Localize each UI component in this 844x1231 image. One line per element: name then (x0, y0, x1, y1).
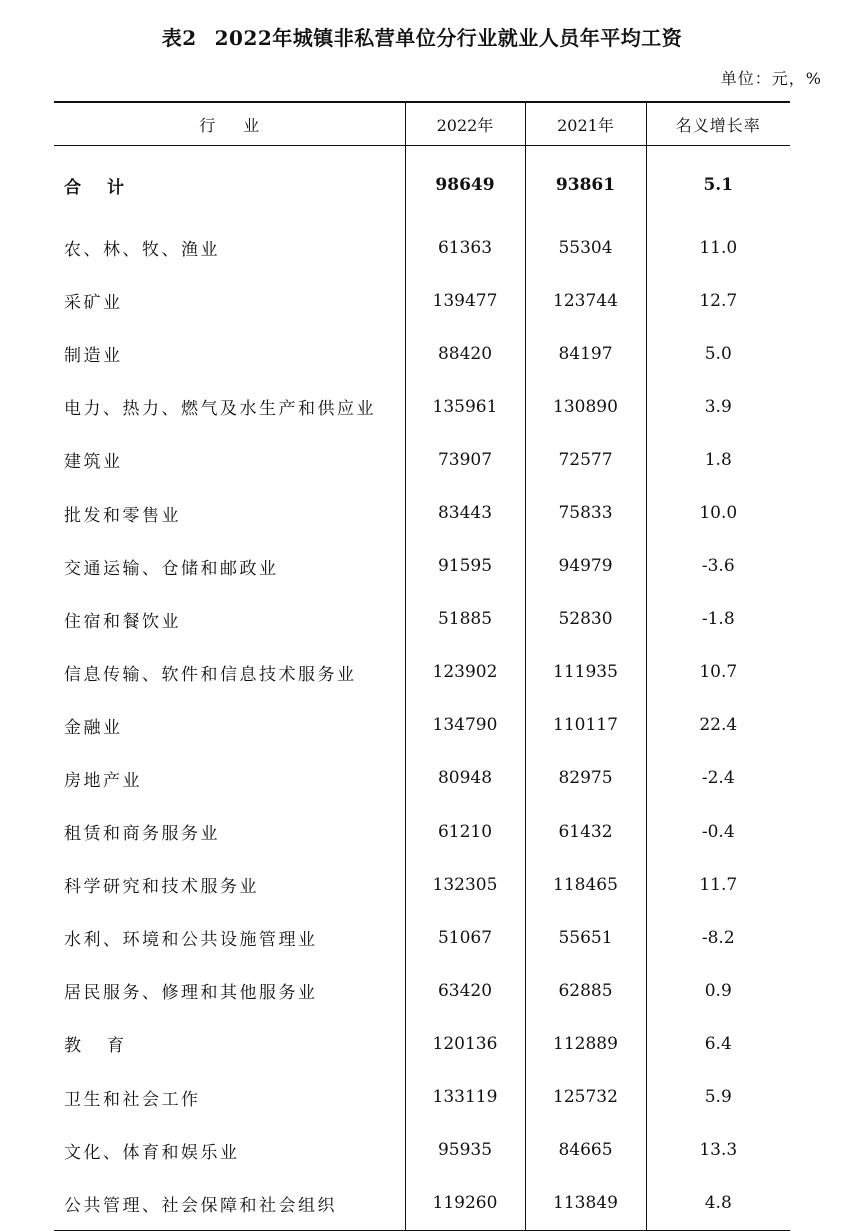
cell-2022: 139477 (405, 274, 525, 327)
wage-table (54, 101, 790, 1231)
cell-2021: 61432 (525, 805, 646, 858)
cell-industry: 卫生和社会工作 (54, 1071, 405, 1124)
cell-2021: 118465 (525, 858, 646, 911)
cell-2022: 123902 (405, 646, 525, 699)
cell-growth: -2.4 (701, 768, 735, 789)
cell-2021: 52830 (525, 593, 646, 646)
header-row (54, 102, 790, 146)
cell-growth: 12.7 (699, 290, 738, 311)
header-industry: 行业 (54, 102, 405, 146)
table-row (54, 1177, 790, 1231)
table-body (54, 146, 790, 1231)
cell-2022: 119260 (405, 1177, 525, 1231)
cell-growth: -3.6 (701, 556, 735, 577)
table-row (54, 646, 790, 699)
cell-2022: 132305 (405, 858, 525, 911)
table-row (54, 699, 790, 752)
cell-industry: 租赁和商务服务业 (54, 805, 405, 858)
cell-2022: 73907 (405, 433, 525, 486)
table-row (54, 805, 790, 858)
table-row (54, 752, 790, 805)
cell-2021: 82975 (525, 752, 646, 805)
cell-industry: 批发和零售业 (54, 486, 405, 539)
table-header (54, 102, 790, 146)
cell-industry: 电力、热力、燃气及水生产和供应业 (54, 380, 405, 433)
cell-2022: 51885 (405, 593, 525, 646)
cell-2021: 62885 (525, 964, 646, 1017)
cell-2022: 61210 (405, 805, 525, 858)
cell-growth: -8.2 (701, 927, 735, 948)
cell-2021: 125732 (525, 1071, 646, 1124)
table-row (54, 327, 790, 380)
table-title (0, 22, 844, 51)
cell-2021: 110117 (525, 699, 646, 752)
cell-2022: 120136 (405, 1017, 525, 1070)
cell-2021: 130890 (525, 380, 646, 433)
cell-growth: 1.8 (704, 449, 732, 470)
cell-2021: 113849 (525, 1177, 646, 1231)
cell-industry: 采矿业 (54, 274, 405, 327)
cell-2022: 135961 (405, 380, 525, 433)
table-row (54, 380, 790, 433)
cell-industry: 住宿和餐饮业 (54, 593, 405, 646)
cell-2022: 88420 (405, 327, 525, 380)
cell-2021: 84197 (525, 327, 646, 380)
cell-industry: 信息传输、软件和信息技术服务业 (54, 646, 405, 699)
cell-industry: 教育 (54, 1017, 405, 1070)
cell-growth: 13.3 (699, 1140, 738, 1161)
cell-growth: 4.8 (646, 1177, 790, 1231)
header-2021: 2021年 (525, 102, 646, 146)
cell-growth: 5.1 (703, 175, 734, 195)
cell-growth: 10.7 (699, 662, 738, 683)
cell-2021: 55651 (525, 911, 646, 964)
cell-2021: 75833 (525, 486, 646, 539)
table-number: 表2 (161, 26, 197, 50)
table-row (54, 858, 790, 911)
table-row (54, 964, 790, 1017)
cell-2022: 51067 (405, 911, 525, 964)
cell-industry: 建筑业 (54, 433, 405, 486)
table-row (54, 433, 790, 486)
cell-industry: 文化、体育和娱乐业 (54, 1124, 405, 1177)
table-row (54, 1071, 790, 1124)
cell-growth: 6.4 (704, 1033, 732, 1054)
cell-growth: 5.9 (704, 1087, 732, 1108)
table-row (54, 911, 790, 964)
cell-industry: 房地产业 (54, 752, 405, 805)
table-row-total (54, 146, 790, 222)
cell-growth: 3.9 (704, 396, 732, 417)
table-row (54, 274, 790, 327)
cell-2021: 84665 (525, 1124, 646, 1177)
cell-2021: 112889 (525, 1017, 646, 1070)
cell-industry: 科学研究和技术服务业 (54, 858, 405, 911)
cell-2022: 134790 (405, 699, 525, 752)
cell-growth: 22.4 (699, 715, 738, 736)
table-row (54, 486, 790, 539)
table-row (54, 1124, 790, 1177)
cell-growth: 10.0 (699, 503, 738, 524)
table-row (54, 1017, 790, 1070)
table-title-text: 2022年城镇非私营单位分行业就业人员年平均工资 (214, 26, 683, 50)
cell-2022: 61363 (405, 221, 525, 274)
cell-2022: 98649 (405, 146, 525, 222)
cell-industry: 农、林、牧、渔业 (54, 221, 405, 274)
cell-growth: 11.7 (699, 874, 738, 895)
cell-industry: 合计 (54, 146, 405, 222)
cell-2022: 83443 (405, 486, 525, 539)
cell-2021: 72577 (525, 433, 646, 486)
cell-growth: -0.4 (701, 821, 735, 842)
cell-growth: 5.0 (704, 343, 732, 364)
cell-industry: 居民服务、修理和其他服务业 (54, 964, 405, 1017)
cell-2021: 55304 (525, 221, 646, 274)
table-row (54, 221, 790, 274)
cell-industry: 金融业 (54, 699, 405, 752)
cell-2022: 133119 (405, 1071, 525, 1124)
cell-2021: 123744 (525, 274, 646, 327)
cell-growth: -1.8 (701, 609, 735, 630)
cell-industry: 公共管理、社会保障和社会组织 (54, 1177, 405, 1231)
cell-2022: 91595 (405, 540, 525, 593)
cell-2021: 111935 (525, 646, 646, 699)
unit-label: 单位：元，% (720, 69, 822, 88)
cell-industry: 交通运输、仓储和邮政业 (54, 540, 405, 593)
cell-industry: 制造业 (54, 327, 405, 380)
cell-growth: 0.9 (704, 980, 732, 1001)
cell-2021: 94979 (525, 540, 646, 593)
cell-industry: 水利、环境和公共设施管理业 (54, 911, 405, 964)
cell-2022: 63420 (405, 964, 525, 1017)
header-growth: 名义增长率 (646, 102, 790, 146)
table-row (54, 540, 790, 593)
cell-2022: 80948 (405, 752, 525, 805)
cell-2022: 95935 (405, 1124, 525, 1177)
cell-growth: 11.0 (699, 237, 738, 258)
table-row (54, 593, 790, 646)
cell-2021: 93861 (525, 146, 646, 222)
header-2022: 2022年 (405, 102, 525, 146)
